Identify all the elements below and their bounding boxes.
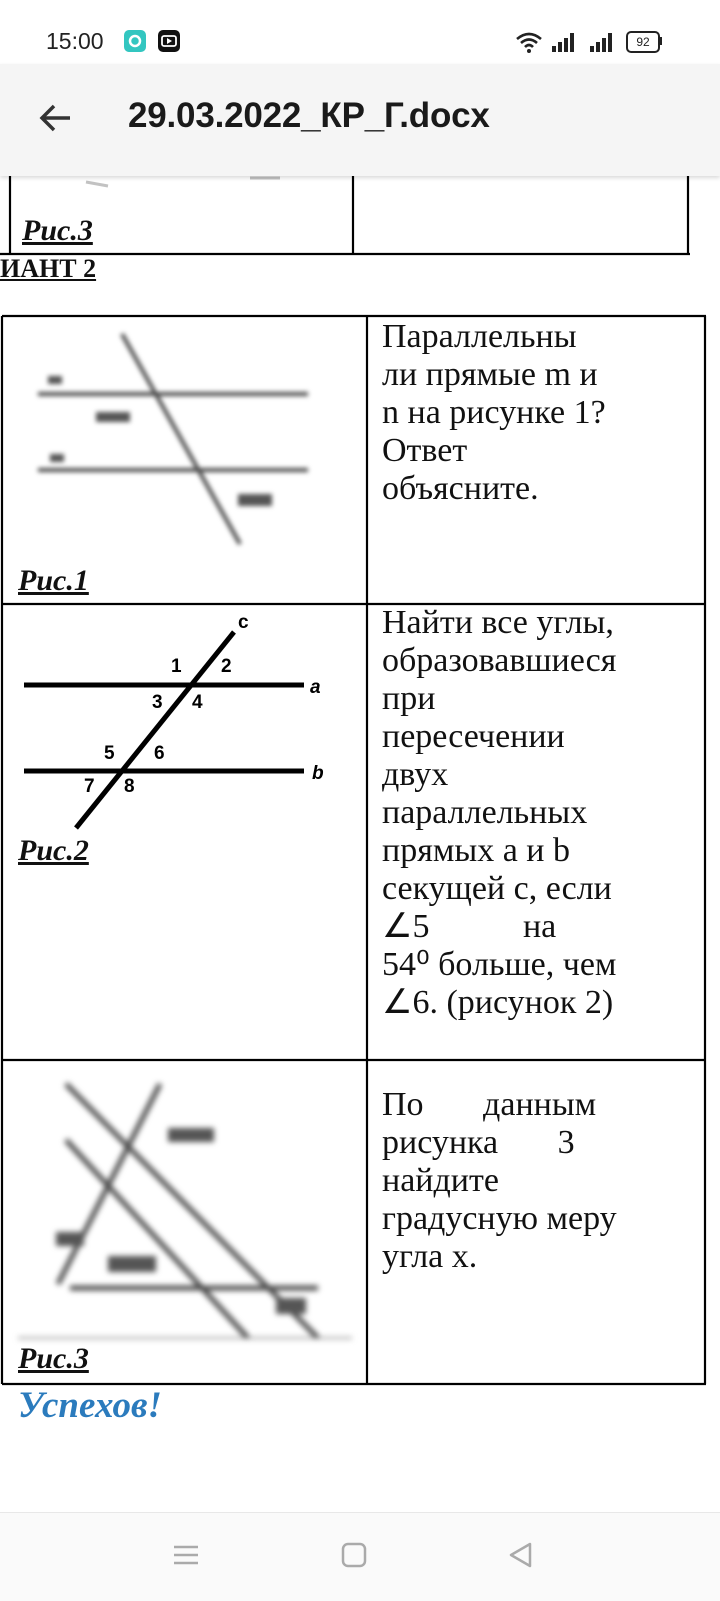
question-line: образовавшиеся (382, 642, 617, 679)
angle-number: 3 (152, 692, 163, 713)
status-time: 15:00 (46, 28, 104, 54)
question-line: Найти все углы, (382, 604, 614, 641)
youtube-icon (158, 30, 180, 52)
question-line: рисунка 3 (382, 1124, 575, 1161)
variant-heading: ИАНТ 2 (0, 254, 97, 283)
angle-number: 2 (221, 656, 232, 677)
back-arrow-icon[interactable] (36, 98, 76, 138)
question-line: Ответ (382, 432, 468, 469)
question-line: Параллельны (382, 318, 577, 355)
angle-number: 7 (84, 776, 95, 797)
app-bar (0, 64, 720, 176)
angle-number: 1 (171, 656, 182, 677)
question-line: По данным (382, 1086, 597, 1123)
battery-tip (659, 37, 662, 45)
question-line: угла x. (382, 1238, 478, 1275)
back-icon[interactable] (506, 1541, 534, 1569)
question-line: пересечении (382, 718, 565, 755)
nav-bar (0, 1512, 720, 1601)
battery-icon: 92 (626, 31, 660, 53)
question-line: 54⁰ больше, чем (382, 946, 617, 983)
app-icon-teal (124, 30, 146, 52)
figure-1-label: Рис.1 (18, 564, 89, 597)
figure-1-image (18, 318, 358, 578)
question-line: секущей c, если (382, 870, 612, 907)
home-icon[interactable] (340, 1541, 368, 1569)
menu-icon[interactable] (172, 1541, 200, 1569)
question-2 (382, 604, 692, 1022)
label-c: c (238, 612, 249, 633)
figure-3-label: Рис.3 (18, 1342, 89, 1375)
angle-number: 4 (192, 692, 203, 713)
angle-number: 6 (154, 743, 165, 764)
question-line: при (382, 680, 436, 717)
question-line: прямых a и b (382, 832, 570, 869)
question-line: n на рисунке 1? (382, 394, 606, 431)
closing-text: Успехов! (18, 1385, 162, 1426)
question-3 (382, 1086, 692, 1276)
question-line: ∠5 на (382, 908, 557, 945)
question-line: градусную меру (382, 1200, 617, 1237)
question-line: ли прямые m и (382, 356, 598, 393)
angle-number: 5 (104, 743, 115, 764)
top-row-figure-label: Рис.3 (22, 214, 93, 247)
angle-number: 8 (124, 776, 135, 797)
wifi-icon (514, 30, 544, 54)
question-line: объясните. (382, 470, 539, 507)
signal-icon (588, 30, 616, 54)
question-line: ∠6. (рисунок 2) (382, 984, 614, 1021)
label-b: b (312, 763, 324, 784)
question-1 (382, 318, 692, 508)
question-line: параллельных (382, 794, 588, 831)
label-a: a (310, 677, 321, 698)
figure-2-image (18, 606, 358, 838)
figure-2-label: Рис.2 (18, 834, 89, 867)
question-line: найдите (382, 1162, 499, 1199)
signal-icon (550, 30, 578, 54)
document-title: 29.03.2022_КР_Г.docx (128, 96, 490, 135)
question-line: двух (382, 756, 449, 793)
figure-3-image (18, 1062, 358, 1362)
